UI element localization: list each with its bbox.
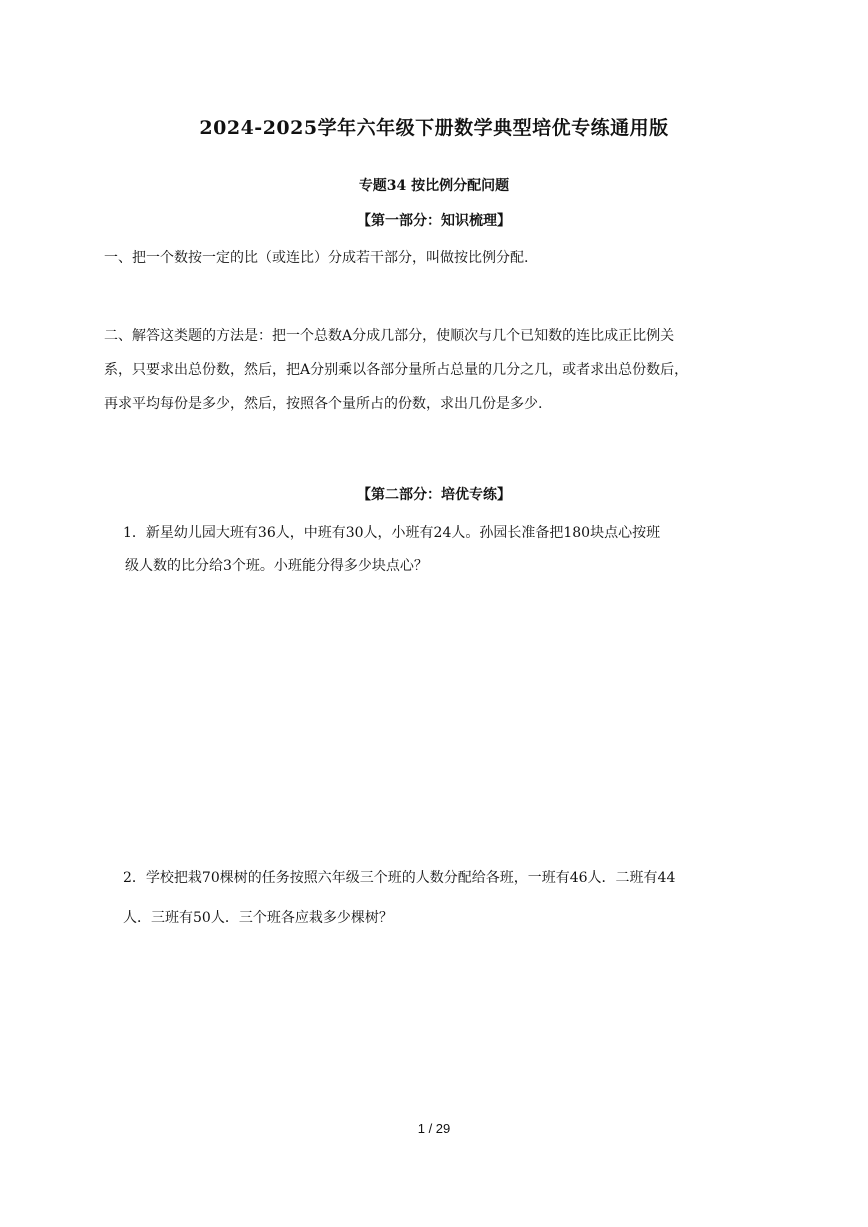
question-1-line: 级人数的比分给3个班。小班能分得多少块点心？ (125, 558, 428, 574)
knowledge-point-2-line: 系，只要求出总份数，然后，把A分别乘以各部分量所占总量的几分之几，或者求出总份数后， (104, 362, 689, 378)
knowledge-point-2-line: 二、解答这类题的方法是：把一个总数A分成几部分，使顺次与几个已知数的连比成正比例关 (104, 328, 675, 344)
question-2-line: 2．学校把栽70棵树的任务按照六年级三个班的人数分配给各班，一班有46人．二班有44 (123, 870, 676, 886)
knowledge-point-2-line: 再求平均每份是多少，然后，按照各个量所占的份数，求出几份是多少. (104, 396, 543, 412)
part1-heading: 【第一部分：知识梳理】 (357, 213, 511, 229)
question-2-line: 人．三班有50人．三个班各应栽多少棵树？ (123, 910, 393, 926)
document-title: 2024-2025学年六年级下册数学典型培优专练通用版 (199, 117, 669, 139)
topic-subtitle: 专题34 按比例分配问题 (358, 178, 510, 194)
page-number: 1 / 29 (417, 1121, 451, 1136)
question-1 (123, 517, 773, 583)
knowledge-point-2 (104, 319, 784, 421)
question-2 (123, 858, 773, 938)
part2-heading: 【第二部分：培优专练】 (357, 487, 511, 503)
question-1-line: 1．新星幼儿园大班有36人，中班有30人，小班有24人。孙园长准备把180块点心按班 (123, 525, 661, 541)
knowledge-point-1 (104, 243, 784, 273)
knowledge-point-1-text: 一、把一个数按一定的比（或连比）分成若干部分，叫做按比例分配. (104, 250, 529, 266)
